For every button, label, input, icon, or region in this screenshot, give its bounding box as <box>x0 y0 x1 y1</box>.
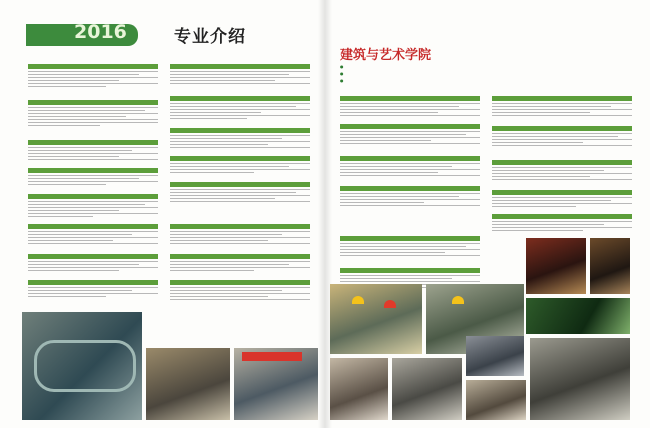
major-header-bar <box>492 96 632 101</box>
major-description <box>28 261 158 273</box>
major-header-bar <box>28 64 158 69</box>
major-header-bar <box>170 182 310 187</box>
major-header-bar <box>28 100 158 105</box>
major-description <box>492 221 632 233</box>
major-description <box>340 103 480 118</box>
major-description <box>170 103 310 121</box>
major-header-bar <box>28 168 158 173</box>
major-header-bar <box>492 126 632 131</box>
major-description <box>28 231 158 246</box>
major-description <box>170 287 310 302</box>
photo-interior-design <box>526 238 586 294</box>
major-header-bar <box>340 96 480 101</box>
major-description <box>28 175 158 187</box>
banner-year: 2016 <box>74 21 127 43</box>
hard-hat <box>452 296 464 304</box>
highlight-item <box>340 78 346 83</box>
major-description <box>492 133 632 148</box>
major-header-bar <box>170 224 310 229</box>
major-description <box>28 107 158 128</box>
photo-classroom <box>466 336 524 376</box>
major-description <box>170 189 310 204</box>
major-header-bar <box>170 280 310 285</box>
photo-art-studio <box>330 358 388 420</box>
highlight-item <box>340 64 346 69</box>
major-description <box>340 243 480 258</box>
major-description <box>170 71 310 86</box>
major-header-bar <box>28 254 158 259</box>
highlight-item <box>340 71 346 76</box>
major-description <box>28 287 158 299</box>
major-description <box>28 147 158 162</box>
major-header-bar <box>492 160 632 165</box>
major-description <box>492 197 632 209</box>
major-header-bar <box>492 190 632 195</box>
major-header-bar <box>340 124 480 129</box>
photo-campus-activity <box>530 338 630 420</box>
photo-drawing-class <box>392 358 462 420</box>
major-header-bar <box>340 268 480 273</box>
major-description <box>492 167 632 182</box>
major-header-bar <box>340 186 480 191</box>
major-description <box>170 135 310 150</box>
major-description <box>28 201 158 219</box>
major-header-bar <box>28 224 158 229</box>
college-title: 建筑与艺术学院 <box>340 48 432 63</box>
photo-landscape <box>526 298 630 334</box>
major-header-bar <box>170 128 310 133</box>
major-description <box>28 71 158 89</box>
major-description <box>340 131 480 146</box>
photo-construction-training <box>330 284 422 354</box>
major-header-bar <box>28 280 158 285</box>
hard-hat <box>384 300 396 308</box>
major-description <box>492 103 632 118</box>
major-header-bar <box>170 96 310 101</box>
photo-track-loop <box>34 340 136 392</box>
major-header-bar <box>170 254 310 259</box>
major-description <box>170 163 310 175</box>
photo-competition-banner <box>242 352 302 361</box>
major-header-bar <box>340 236 480 241</box>
major-header-bar <box>340 156 480 161</box>
section-title: 专业介绍 <box>174 27 246 47</box>
major-header-bar <box>492 214 632 219</box>
photo-exhibition <box>466 380 526 420</box>
major-description <box>170 261 310 273</box>
major-header-bar <box>170 156 310 161</box>
major-description <box>340 193 480 208</box>
major-description <box>340 163 480 178</box>
major-header-bar <box>28 140 158 145</box>
major-description <box>170 231 310 246</box>
major-header-bar <box>28 194 158 199</box>
photo-workshop <box>146 348 230 420</box>
hard-hat <box>352 296 364 304</box>
major-header-bar <box>170 64 310 69</box>
photo-interior-side <box>590 238 630 294</box>
